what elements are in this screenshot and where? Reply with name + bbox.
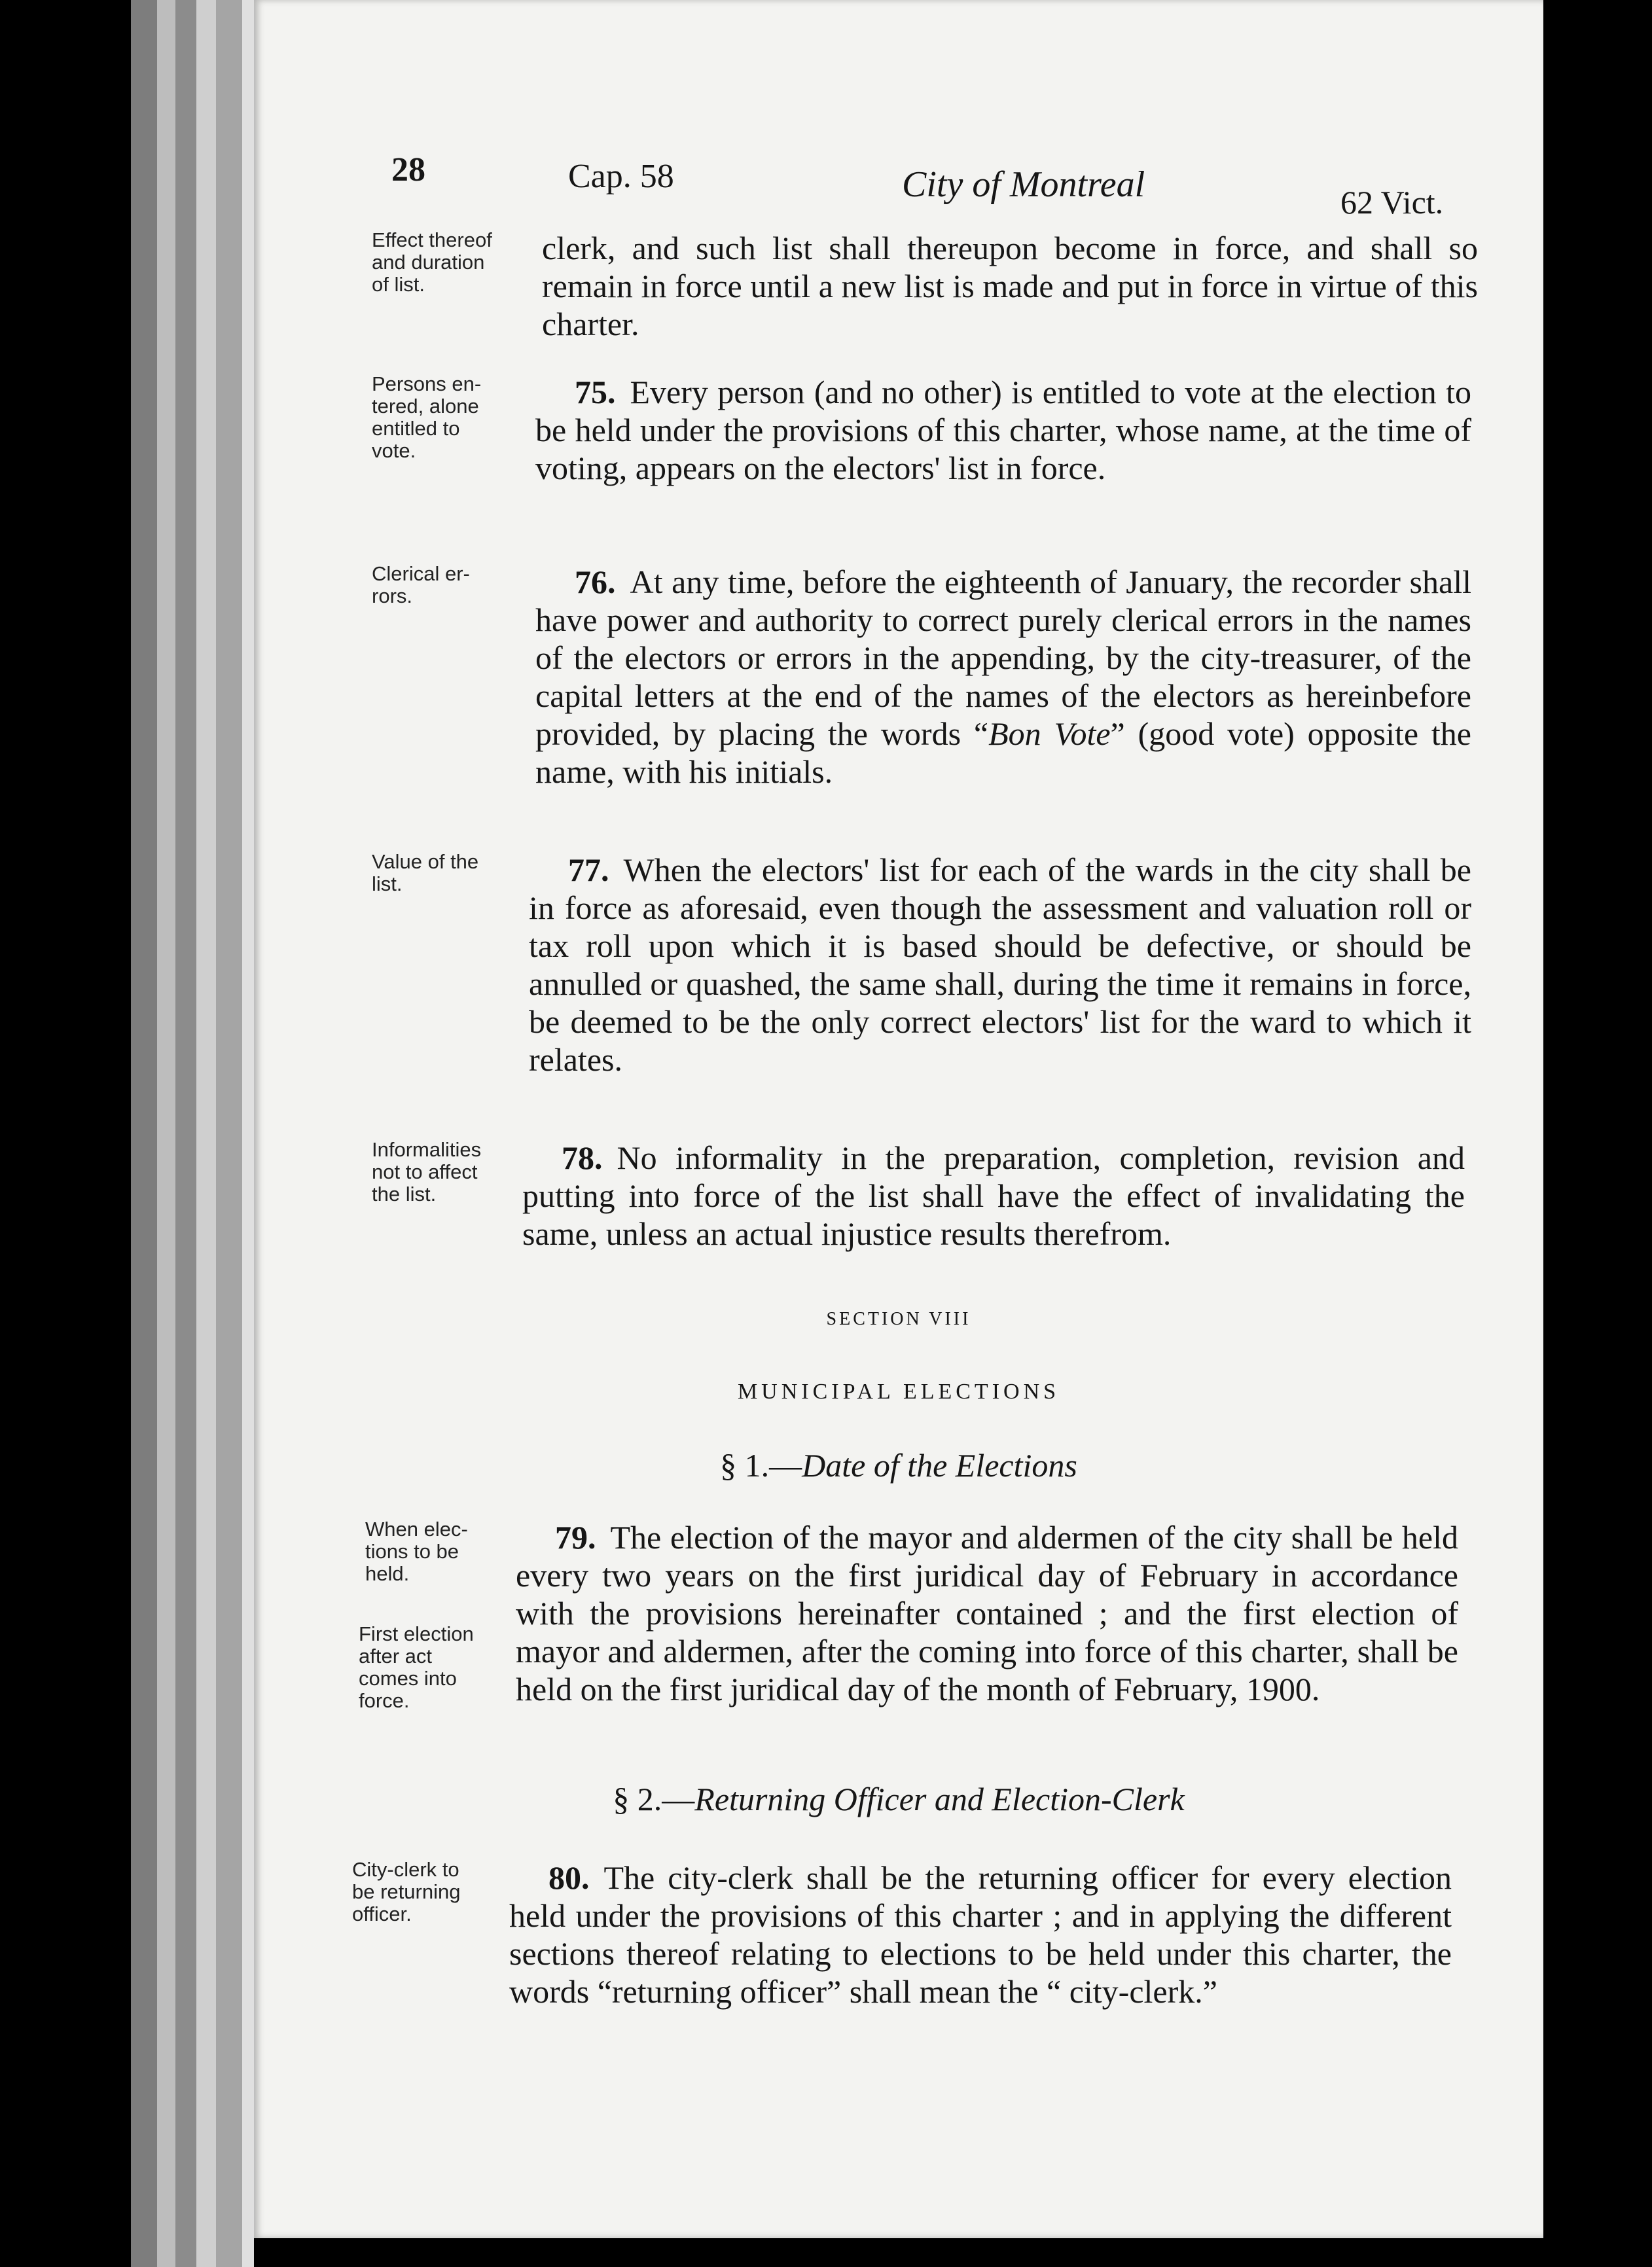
subsection-heading [254,1780,1543,1818]
page-edge [216,0,242,2267]
subsection-title: Date of the Elections [802,1447,1077,1484]
section-title: MUNICIPAL ELECTIONS [737,1380,1060,1404]
section-number: 76. [575,563,616,600]
page-edge [131,0,157,2267]
marginal-note: Clerical er- rors. [372,562,470,607]
marginal-note: Value of the list. [372,850,479,895]
page-number: 28 [391,151,425,188]
marginal-note: Effect thereof and duration of list. [372,228,492,296]
paragraph-body-end: ” (good vote) opposite the name, with his initials. [535,715,1471,790]
section-number: 77. [568,851,609,888]
page-edge [196,0,216,2267]
marginal-note: When elec- tions to be held. [365,1518,468,1585]
page-edge [175,0,196,2267]
running-header [254,144,1543,221]
subsection-heading [254,1446,1543,1484]
paragraph-body: When the electors' list for each of the wards in the city shall be in force as aforesaid, even though the assessment and valuation roll or tax roll upon which it is based should be defective, or should be annulled or quashed, the same shall, during the time it remains in force, be deemed to be the only correct electors' list for the ward to which it relates. [529,851,1471,1078]
background-right [1543,0,1652,2267]
section-label: SECTION VIII [826,1309,971,1329]
paragraph-body: The city-clerk shall be the returning officer for every election held under the provisions of this charter ; and in applying the different sections thereof relating to elections to be held under this charter, the words “returning officer” shall mean the “ city-clerk.” [509,1859,1452,2010]
subsection-prefix: § 1.— [720,1447,802,1484]
paragraph-body: Every person (and no other) is entitled to vote at the election to be held under the provisions of this charter, whose name, at the time of voting, appears on the electors' list in force. [535,374,1471,486]
page-edge [242,0,254,2267]
subsection-prefix: § 2.— [613,1781,695,1817]
paragraph-text [535,563,1471,791]
paragraph-text [529,851,1471,1079]
running-title: City of Montreal [902,164,1145,205]
paragraph-body: clerk, and such list shall thereupon become in force, and shall so remain in force until a new list is made and put in force in virtue of this charter. [542,230,1478,342]
italic-phrase: Bon Vote [988,715,1111,752]
marginal-note: First election after act comes into force. [359,1622,474,1712]
background-bottom [254,2238,1543,2267]
page-edge [157,0,175,2267]
marginal-note: Informalities not to affect the list. [372,1138,482,1205]
marginal-note: Persons en- tered, alone entitled to vote. [372,372,482,462]
book-page [254,0,1543,2238]
paragraph-text [535,373,1471,487]
section-number: 75. [575,374,616,410]
paragraph-body: At any time, before the eighteenth of January, the recorder shall have power and authority to correct purely clerical errors in the names of the electors or errors in the appending, by the city-treasurer, of the capital letters at the end of the names of the electors as hereinbefore provided, by placing the words “ [535,563,1471,752]
marginal-note: City-clerk to be returning officer. [352,1858,461,1925]
regnal-year: 62 Vict. [1340,184,1444,221]
section-number: 78. [562,1139,603,1176]
subsection-title: Returning Officer and Election-Clerk [694,1781,1185,1817]
section-number: 80. [548,1859,590,1896]
paragraph-body: No informality in the preparation, completion, revision and putting into force of the list shall have the effect of invalidating the same, unless an actual injustice results therefrom. [522,1139,1465,1252]
paragraph-text [542,229,1478,343]
paragraph-body: The election of the mayor and aldermen of the city shall be held every two years on the first juridical day of February in accordance with the provisions hereinafter contained ; and the first election of mayor and aldermen, after the coming into force of this charter, shall be held on the first juridical day of the month of February, 1900. [516,1519,1458,1707]
chapter-label: Cap. 58 [568,158,674,195]
paragraph-text [522,1139,1465,1253]
paragraph-text [516,1518,1458,1708]
paragraph-text [509,1859,1452,2010]
section-number: 79. [555,1519,596,1556]
